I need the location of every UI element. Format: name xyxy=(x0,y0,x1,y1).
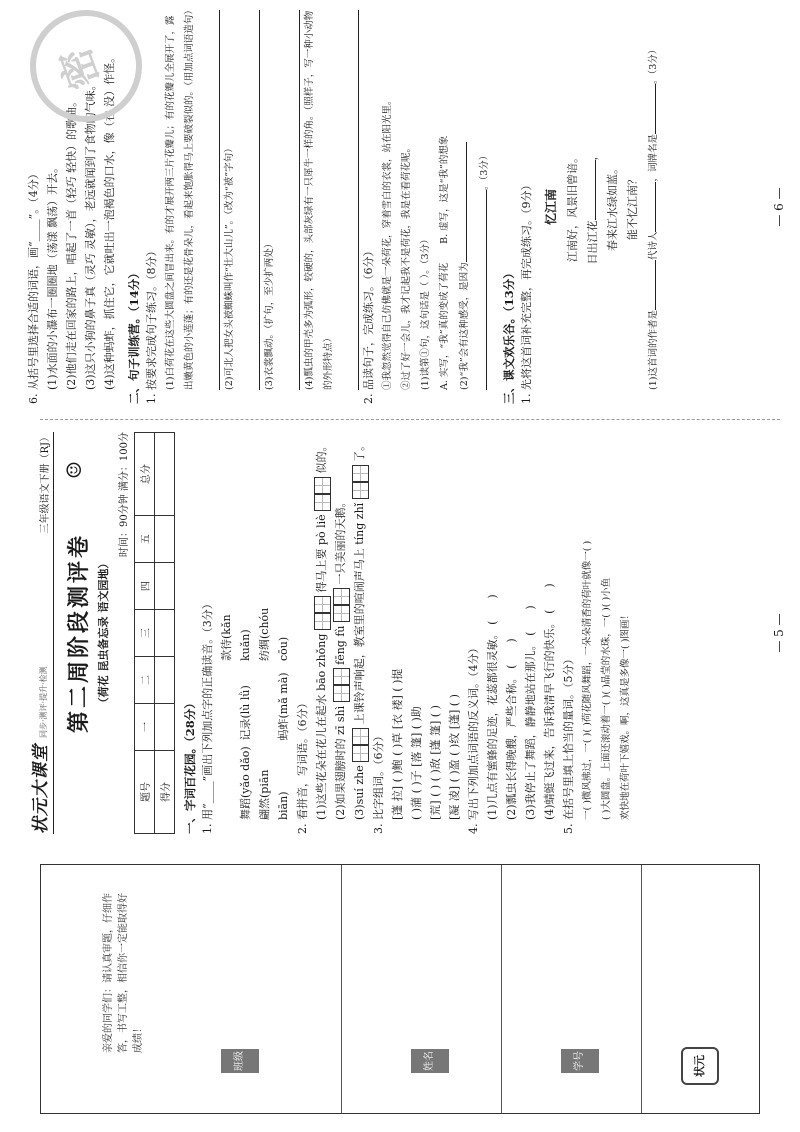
section-3-title: 三、课文欢乐谷。（13分） xyxy=(502,267,516,404)
page-title: 第二周阶段测评卷 xyxy=(66,533,92,734)
option-b[interactable]: B. 虚写，这是“我”的想象 xyxy=(439,135,450,244)
score-cell[interactable] xyxy=(155,703,175,750)
poem-line: 风景旧曾谙。 xyxy=(566,152,579,218)
brand-sub: 同步·测评·提升·检测 xyxy=(39,666,48,738)
q4-item: (1)几点有蜜蜂的足迹，花蕊都很灵敏。 xyxy=(486,628,499,820)
binding-cell-divider xyxy=(341,865,342,1113)
score-header: 四 xyxy=(135,563,155,610)
binding-tag-name: 姓名 xyxy=(411,1049,449,1073)
option-a[interactable]: A. 实写，“我”真的变成了荷花 xyxy=(439,262,450,390)
question-2-prompt: 2. 看拼音，写词语。（6分） xyxy=(296,697,309,834)
sentence-q2-prompt: 2. 品读句子，完成练习。（6分） xyxy=(362,245,375,404)
answer-line[interactable] xyxy=(241,10,260,390)
write-box[interactable] xyxy=(314,477,331,494)
brand-logo: 状元大课堂 xyxy=(31,744,51,834)
pinyin-item[interactable]: 记录(lù lǜ) xyxy=(239,685,252,741)
q2-line3b: 上课铃声响起，教室里的喧闹声马上 tíng zhǐ xyxy=(353,502,366,725)
s1-item1: (1)白荷花在这些大圆盘之间冒出来。有的才展开两三片花瓣儿；有的花瓣儿全展开了，露出嫩黄色的小莲蓬；有的还是花骨朵儿，看起来饱胀得马上要破裂似的。（用加点词语造句） xyxy=(165,5,195,390)
answer-line[interactable] xyxy=(340,10,359,390)
binding-note: 亲爱的同学们：请认真审题，仔细作答，书写工整，相信你一定能取得好成绩！ xyxy=(103,893,144,1053)
score-cell[interactable] xyxy=(155,433,175,516)
q4-item: (3)我停止了舞蹈，静静地站在那儿。 xyxy=(524,639,537,820)
q5-line[interactable]: 欢快地在荷叶下嬉戏。啊，这真是多像一( )图画！ xyxy=(620,610,631,820)
left-page xyxy=(0,422,800,844)
write-box[interactable] xyxy=(352,482,369,499)
poem-line: 江南好， xyxy=(566,218,579,262)
q5-line[interactable]: ( )大圆盘。上面还滚动着一( )( )晶莹的水珠，一( )( )小鱼 xyxy=(601,577,612,820)
question-2 xyxy=(293,432,369,834)
q4-item: (2)瓢虫长得晚艘，严些合称。 xyxy=(505,672,518,820)
q2-line3: (3)suí zhe xyxy=(353,765,366,820)
question-5-prompt: 5. 在括号里填上恰当的量词。（5分） xyxy=(562,653,575,834)
s1-item4: (4)瓢虫的甲壳多为弧形，较硬的，头部灰绿有一只犀牛一样的角。（照样子，写一种小动物的外形特点） xyxy=(304,10,334,390)
pinyin-item[interactable]: 纺绸(chóu cōu) xyxy=(258,607,290,661)
watermark-stamp: 密 xyxy=(14,0,158,138)
page-subtitle: （荷花 昆虫备忘录 语文园地） xyxy=(97,557,110,709)
pinyin-item[interactable]: 舞蹈(yǎo dǎo) xyxy=(239,746,252,820)
q6-item[interactable]: (4)这种蚂蚱，抓住它，它就吐出一泡褐色的口水，像（在 没）作怪。 xyxy=(103,51,116,390)
q2-line1c: 似的。 xyxy=(315,440,328,474)
binding-cell-divider xyxy=(641,865,642,1113)
q6-item[interactable]: (3)这只小狗的鼻子真（灵巧 灵敏），老远就闻到了食物的气味。 xyxy=(84,79,97,390)
binding-margin xyxy=(0,852,800,1132)
sentence-q1 xyxy=(142,5,359,404)
answer-blank[interactable] xyxy=(474,190,487,390)
s2-sentence-a: ①我忽然觉得自己仿佛就是一朵荷花，穿着雪白的衣裳，站在阳光里。 xyxy=(382,95,393,390)
answer-blank[interactable] xyxy=(643,182,656,232)
q5-line[interactable]: 一( )微风拂过，一( )( )荷花随风舞蹈，一朵朵清香的荷叶就像一( ) xyxy=(582,540,593,820)
write-box[interactable] xyxy=(333,605,350,622)
text-q1 xyxy=(517,10,663,404)
write-box[interactable] xyxy=(333,668,350,685)
sentence-q1-prompt: 1. 按要求完成句子练习。（8分） xyxy=(145,245,158,404)
answer-blank[interactable] xyxy=(454,142,467,262)
score-table xyxy=(134,432,175,834)
score-cell[interactable] xyxy=(155,516,175,563)
answer-blank[interactable] xyxy=(643,260,656,310)
s2-q2-end: 。（3分） xyxy=(479,150,490,190)
poem-line: 能不忆江南？ xyxy=(626,174,639,240)
page-number-left: — 5 — xyxy=(772,613,786,653)
score-header: 一 xyxy=(135,703,155,750)
question-4-prompt: 4. 写出下列加点词语的反义词。（4分） xyxy=(467,642,480,834)
write-box[interactable] xyxy=(314,494,331,511)
section-1-title: 一、字词百花园。（28分） xyxy=(183,697,197,834)
s1-item3: (3)衣裳飘动。（扩句，至少扩两处） xyxy=(264,238,275,390)
t1-q3: ，词牌名是 xyxy=(648,134,659,182)
score-cell[interactable] xyxy=(155,657,175,704)
poem-title: 忆江南 xyxy=(544,189,558,226)
q3-row[interactable]: [荒] ( ) ( )敌 [蓬 篷] ( ) xyxy=(429,705,442,820)
score-cell[interactable] xyxy=(155,563,175,610)
score-header: 五 xyxy=(135,516,155,563)
pinyin-item[interactable]: 款待(kǎn kuǎn) xyxy=(220,614,252,661)
write-box[interactable] xyxy=(333,685,350,702)
pinyin-item[interactable]: 翩然(piān biān) xyxy=(258,769,290,820)
write-box[interactable] xyxy=(333,588,350,605)
write-box[interactable] xyxy=(352,465,369,482)
q4-item: (4)蜻蜓飞过来，告诉我清早飞行的快乐。 xyxy=(543,617,556,820)
question-1-prompt: 1. 用“____”画出下列加点字的正确读音。（3分） xyxy=(201,598,214,834)
q2-line3c: 了。 xyxy=(353,439,366,462)
q2-line2b: fēng fù xyxy=(334,625,347,665)
score-header: 二 xyxy=(135,657,155,704)
section-2-title: 二、句子训练营。（14分） xyxy=(127,267,141,404)
grade-label: 三年级语文下册（RJ） xyxy=(40,432,51,534)
q2-line2c: 一只美丽的天鹅。 xyxy=(334,496,347,585)
binding-tag-id: 学号 xyxy=(561,1049,599,1073)
q3-row[interactable]: [凝 凌] ( )盈 ( )纹 [蓬] ( ) xyxy=(448,694,461,820)
write-box[interactable] xyxy=(314,596,331,613)
q6-item[interactable]: (2)他们走在回家的路上，唱起了一首（轻巧 轻快）的歌曲。 xyxy=(65,95,78,390)
write-box[interactable] xyxy=(314,613,331,630)
sentence-q2 xyxy=(359,10,494,404)
time-info: 时间：90分钟 满分：100分 xyxy=(119,432,130,557)
answer-blank[interactable] xyxy=(643,84,656,134)
s1-item2: (2)可北人把女头被蜘蛛叫作“壮大山儿”。（改为“被”字句） xyxy=(224,143,235,390)
write-box[interactable] xyxy=(352,745,369,762)
q6-item[interactable]: (1)水面的小瀑布一圈圈地（荡漾 飘荡）开去。 xyxy=(46,161,59,390)
question-6-prompt: 6. 从括号里选择合适的词语，画“____”。（4分） xyxy=(27,168,40,404)
t1-q4: 。（3分） xyxy=(648,44,659,84)
t1-q: (1)这首词的作者是 xyxy=(648,310,659,390)
question-3 xyxy=(369,432,464,834)
poem-line: ， xyxy=(586,149,599,161)
mascot-icon: ☺ xyxy=(62,461,86,479)
poem-line: 春来江水绿如蓝。 xyxy=(606,163,619,251)
q2-line2: (2)如果翅膀时的 zī shì xyxy=(334,705,347,820)
question-1 xyxy=(198,432,293,834)
answer-line[interactable] xyxy=(201,10,220,390)
poem-blank[interactable] xyxy=(583,161,596,221)
q2-line1: (1)这些花朵在花儿在起水 bāo zhǒng xyxy=(315,633,328,820)
page-number-right: — 6 — xyxy=(772,187,786,227)
pinyin-item[interactable]: 蚂蚱(mǎ mà) xyxy=(277,672,290,741)
question-5 xyxy=(559,432,635,834)
text-q1-prompt: 1. 先将这首词补充完整，再完成练习。（9分） xyxy=(520,179,533,404)
s2-sentence-b: ②过了好一会儿，我才记起我不是荷花，我是在看荷花呢。 xyxy=(401,142,412,390)
poem-body xyxy=(563,10,643,404)
score-header: 三 xyxy=(135,610,155,657)
s2-q2: (2)“我”会有这种感受，是因为 xyxy=(459,262,470,390)
score-row-label: 得分 xyxy=(155,750,175,833)
poem-line: 日出江花 xyxy=(586,220,599,265)
answer-line[interactable] xyxy=(281,10,300,390)
q2-line1b: 得马上要 pò liè xyxy=(315,514,328,593)
score-cell[interactable] xyxy=(155,610,175,657)
score-header: 总分 xyxy=(135,433,155,516)
q3-row[interactable]: ( )蒲 ( )子 [落 篷] ( )助 xyxy=(410,706,423,820)
binding-strip xyxy=(40,864,760,1114)
score-header: 题号 xyxy=(135,750,155,833)
page-header xyxy=(26,432,54,834)
t1-q2: 代诗人 xyxy=(648,231,659,261)
q3-row[interactable]: [蓬 拉] ( )鲍 ( )草 [衣 褛] ( )提 xyxy=(391,668,404,820)
write-box[interactable] xyxy=(352,728,369,745)
binding-tag-class: 班级 xyxy=(221,1049,259,1073)
question-3-prompt: 3. 比字组词。（6分） xyxy=(372,730,385,834)
brand-seal: 状元 xyxy=(681,1047,719,1085)
binding-cell-divider xyxy=(501,865,502,1113)
s2-q1: (1)读第①句，这句话是（ ）。（3分） xyxy=(420,234,431,390)
page-divider xyxy=(40,419,780,420)
question-4: 4. 写出下列加点词语的反义词。（4分） (1)几点有蜜蜂的足迹，花蕊都很灵敏。 ( ) (2)瓢虫长得晚艘，严些合称。 ( ) (3)我停止了舞蹈，静静地站在那儿。 ( ) (4)蜻蜓飞过来，告诉我清早飞行的快乐。 ( ) xyxy=(464,432,559,834)
